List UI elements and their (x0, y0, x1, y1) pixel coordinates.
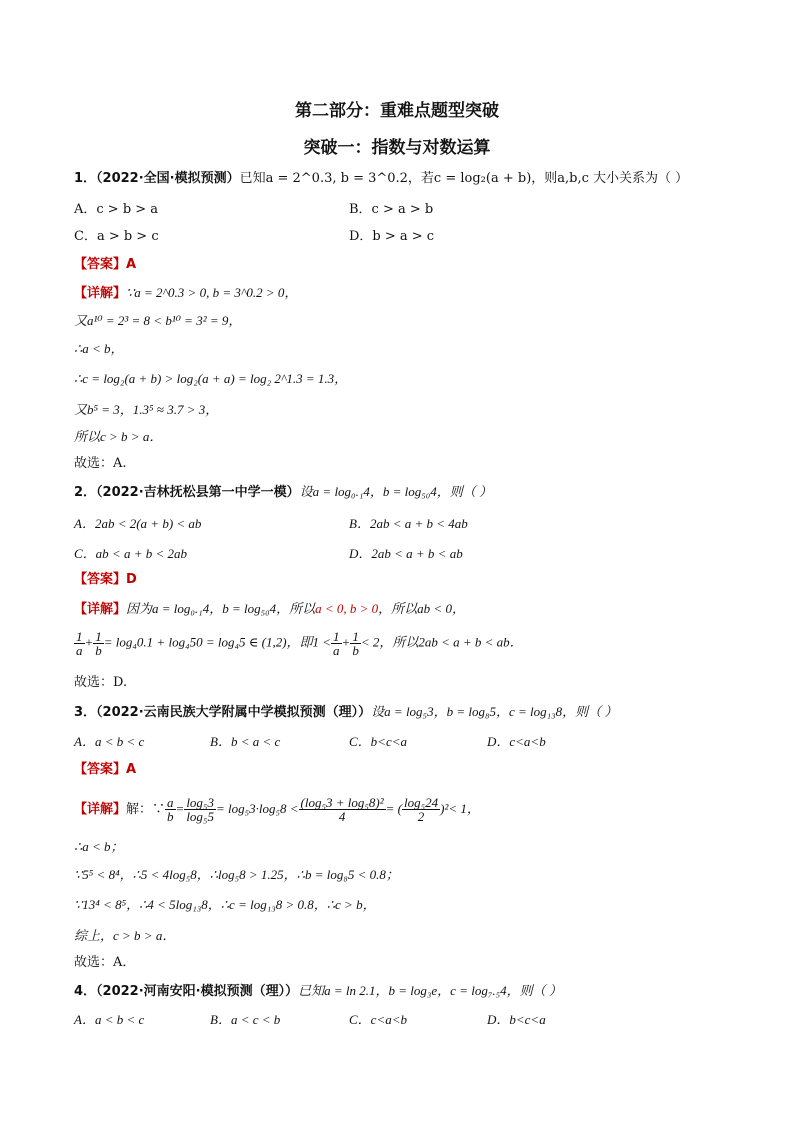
q1-choose: 故选：A. (74, 456, 127, 471)
q3-answer: 【答案】A (74, 762, 137, 777)
q2-option-d: D．2ab < a + b < ab (349, 546, 463, 561)
q2-choose: 故选：D. (74, 675, 128, 690)
q3-detail-1: 【详解】解：∵ $\frac{a}{b}$ = $\frac{\text{log₅3}}{\text{log₅5}}$ = log₅3·log₅8 < $\frac{\text{(log₅3 + log₅8)²}}{4}$ = ( $\frac{\text{log₅24}}{2}$ )²< 1， (74, 795, 480, 824)
question-4-stem (74, 982, 562, 1001)
q1-option-b: B．c > a > b (349, 202, 434, 217)
q1-detail-2: 又a¹⁰ = 2³ = 8 < b¹⁰ = 3² = 9， (74, 313, 242, 328)
q3-option-c: C．b<c<a (349, 734, 407, 749)
q3-detail-3: ∵5⁵ < 8⁴，∴5 < 4log₅8，∴log₅8 > 1.25，∴b = log₈5 < 0.8； (74, 867, 399, 882)
q3-option-d: D．c<a<b (487, 734, 546, 749)
q1-option-d: D．b > a > c (349, 229, 435, 244)
q2-detail-2: $\frac{1}{a}$ + $\frac{1}{b}$ = log₄0.1 + log₄50 = log₄5 ∈ (1,2)，即1 < $\frac{1}{a}$ + $\frac{1}{b}$ < 2，所以2ab < a + b < ab． (76, 629, 523, 658)
question-2-text: 设a = log₀.₁4，b = log₅₀4，则（ ） (299, 484, 493, 499)
q1-option-a: A．c > b > a (74, 202, 159, 217)
question-3-text: 设a = log₅3，b = log₈5，c = log₁₃8，则（ ） (371, 704, 618, 719)
question-3-stem (74, 703, 617, 722)
q3-choose: 故选：A． (74, 955, 136, 970)
question-2-head: 2．（2022·吉林抚松县第一中学一模） (74, 485, 300, 500)
q2-option-a: A．2ab < 2(a + b) < ab (74, 516, 202, 531)
q3-detail-2: ∴a < b； (74, 839, 124, 854)
question-2-stem (74, 483, 492, 502)
q1-detail-3: ∴a < b， (74, 341, 124, 356)
q1-detail-1: 【详解】∵a = 2^0.3 > 0, b = 3^0.2 > 0， (74, 285, 298, 301)
q4-option-a: A．a < b < c (74, 1012, 145, 1027)
question-3-head: 3．（2022·云南民族大学附属中学模拟预测（理）） (74, 705, 372, 720)
question-1-head: 1．（2022·全国·模拟预测） (74, 171, 240, 186)
q2-option-b: B．2ab < a + b < 4ab (349, 516, 468, 531)
question-1-stem (74, 170, 688, 188)
section-title: 突破一：指数与对数运算 (303, 138, 491, 158)
q4-option-d: D．b<c<a (487, 1012, 546, 1027)
question-4-head: 4．（2022·河南安阳·模拟预测（理）） (74, 984, 299, 999)
q3-detail-4: ∵13⁴ < 8⁵，∴4 < 5log₁₃8，∴c = log₁₃8 > 0.8，∴c > b， (74, 897, 376, 912)
question-1-text: 已知a = 2^0.3, b = 3^0.2，若c = log₂(a + b)，则a,b,c 大小关系为（ ） (239, 171, 689, 186)
q3-option-a: A．a < b < c (74, 734, 145, 749)
q1-detail-5: 又b⁵ = 3，1.3⁵ ≈ 3.7 > 3， (74, 402, 219, 417)
part-title: 第二部分：重难点题型突破 (295, 101, 499, 121)
q1-answer: 【答案】A (74, 257, 137, 272)
q4-option-c: C．c<a<b (349, 1012, 407, 1027)
q2-option-c: C．ab < a + b < 2ab (74, 546, 187, 561)
question-4-text: 已知a = ln 2.1，b = log₃e，c = log₇.₅4，则（ ） (298, 983, 562, 998)
q4-option-b: B．a < c < b (210, 1012, 281, 1027)
q2-detail-1: 【详解】因为a = log₀.₁4，b = log₅₀4，所以a < 0, b > 0，所以ab < 0， (74, 601, 465, 617)
q1-detail-6: 所以c > b > a． (74, 429, 163, 444)
q1-detail-4: ∴c = log₂(a + b) > log₂(a + a) = log₂ 2^1.3 = 1.3， (74, 371, 348, 386)
q3-detail-5: 综上，c > b > a． (74, 928, 176, 943)
q3-option-b: B．b < a < c (210, 734, 281, 749)
q1-option-c: C．a > b > c (74, 229, 159, 244)
q2-answer: 【答案】D (74, 572, 137, 587)
